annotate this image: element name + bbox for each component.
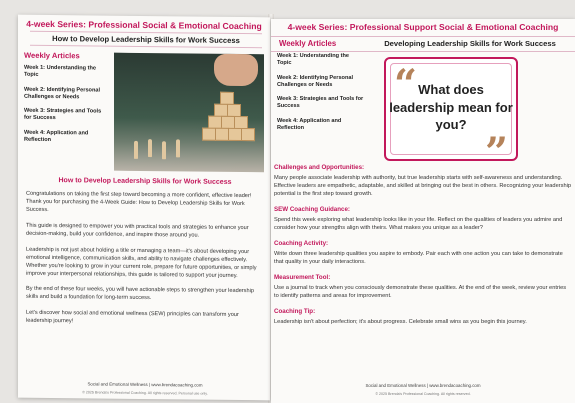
section-text: Write down three leadership qualities you aspire to embody. Pair each with one action you can take to demonstrate that quality in your daily interactions. [274,250,563,265]
left-week-item: Week 4: Application and Reflection [24,129,89,143]
hand-illustration [214,54,258,86]
quote-box [384,57,518,176]
wooden-figure [134,141,138,159]
left-page [18,15,270,401]
section-text: Use a journal to track when you consciously demonstrate these qualities. At the end of the week, review your entries to identify patterns and areas for improvement. [274,284,567,299]
left-week-item: Week 2: Identifying Personal Challenges or Needs [24,86,101,101]
left-footer [26,381,264,396]
section-text: Spend this week exploring what leadership looks like in your life. Reflect on the qualities of leaders you admire and consider how your strengths align with theirs. What makes you unique as a leader? [274,216,563,231]
wood-block [215,128,229,141]
right-footer-fine: © 2025 Brenda's Professional Coaching. All rights reserved. [375,392,471,396]
right-weekly-label: Weekly Articles [279,39,337,48]
left-paragraph: Let's discover how social and emotional wellness (SEW) principles can transform your leadership journey! [26,310,239,325]
left-week-item: Week 3: Strategies and Tools for Success [24,107,102,122]
right-page [271,19,575,403]
close-quote-icon: ” [484,129,508,176]
left-week-item: Week 1: Understanding the Topic [24,64,97,79]
section-title: Measurement Tool: [274,274,331,282]
right-header-bar [271,36,575,52]
quote-text: What does leadership mean for you? [389,82,513,133]
right-footer-text: Social and Emotional Wellness | www.brendacoaching.com [365,383,481,388]
right-week-item: Week 2: Identifying Personal Challenges or Needs [277,74,354,88]
wooden-figure [148,139,152,157]
section-text: Leadership isn't about perfection; it's about progress. Celebrate small wins as you begin this journey. [274,318,527,325]
wooden-figure [176,139,180,157]
left-paragraph: By the end of these four weeks, you will have actionable steps to strengthen your leadership skills and build a foundation for long-term success. [26,286,254,302]
left-series-title: 4-week Series: Professional Social & Emotional Coaching [26,18,262,32]
wood-block [228,128,242,141]
section-title: Coaching Activity: [274,240,329,248]
wood-block [241,128,255,141]
right-weekly-sidebar [273,53,365,139]
left-footer-fine: © 2025 Brenda's Professional Coaching. All rights reserved. Personal use only. [82,390,208,396]
right-week-item: Week 4: Application and Reflection [277,117,342,131]
left-weekly-title: Weekly Articles [24,50,80,61]
left-paragraph: This guide is designed to empower you with practical tools and strategies to enhance your decision-making, build your confidence, and inspire those around you. [26,222,249,239]
left-weekly-sidebar [20,47,108,172]
left-paragraph: Congratulations on taking the first step toward becoming a more confident, effective leader! Thank you for purchasing the 4-Week Guide: How to Develop Leadership Skills for Work Success. [26,190,252,213]
wood-block [202,128,216,141]
left-page-header: How to Develop Leadership Skills for Work Success [30,31,262,48]
right-week-item: Week 1: Understanding the Topic [277,53,350,67]
right-series-title: 4-week Series: Professional Support Social & Emotional Coaching [287,22,559,32]
right-body [274,164,572,334]
section-title: SEW Coaching Guidance: [274,206,350,214]
left-footer-text: Social and Emotional Wellness | www.brendacoaching.com [87,381,203,388]
section-text: Many people associate leadership with authority, but true leadership starts with self-awareness and understanding. Effective leaders are empathetic, adaptable, and skilled at bringing out the best in others. Recognizing your leadership potential is the first step toward growth. [274,174,572,197]
right-page-header: Developing Leadership Skills for Work Success [384,39,556,48]
wooden-figure [162,141,166,159]
right-week-item: Week 3: Strategies and Tools for Success [277,96,364,110]
left-paragraph: Leadership is not just about holding a title or managing a team—it's about developing your emotional intelligence, communication skills, and ability to navigate challenges effectively. Whether you're looking to grow in your current role, prepare for future opportunities, or simply improve your interpersonal relationships, this guide is tailored to support your journey. [26,246,257,279]
section-title: Challenges and Opportunities: [274,164,365,171]
open-quote-icon: “ [394,61,418,108]
right-footer [271,383,575,396]
leadership-photo [114,53,264,173]
left-body-text [26,191,264,337]
left-subtitle: How to Develop Leadership Skills for Work Success [58,177,232,186]
section-title: Coaching Tip: [274,308,316,316]
